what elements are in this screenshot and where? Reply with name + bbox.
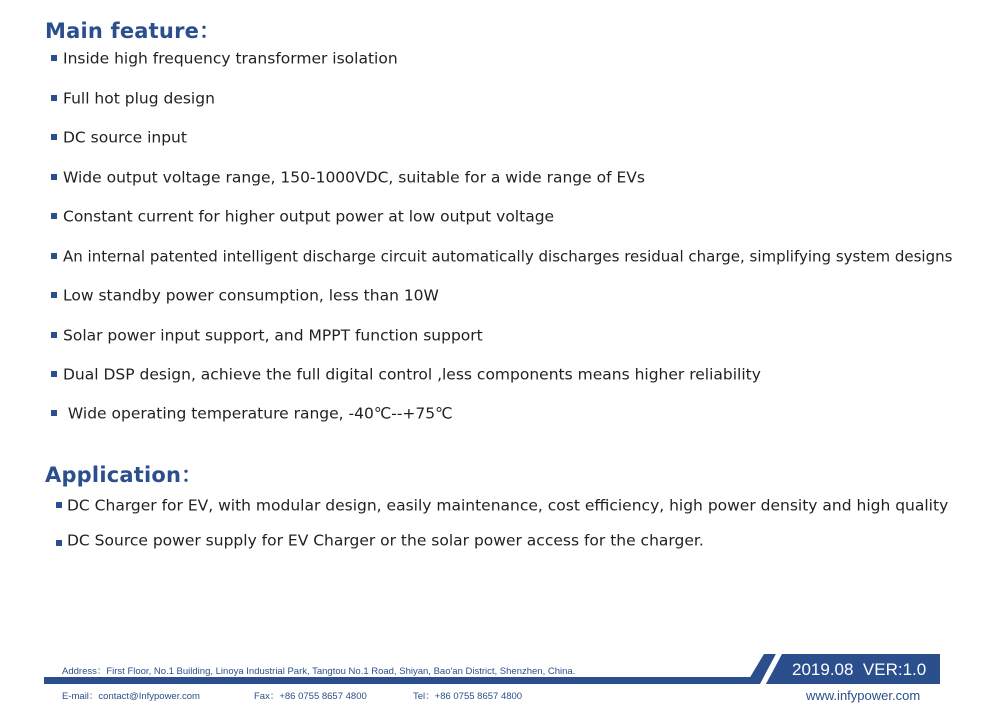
application-title: Application： xyxy=(45,463,203,487)
list-item: DC source input xyxy=(51,127,187,147)
square-bullet-icon xyxy=(51,292,57,298)
square-bullet-icon xyxy=(51,95,57,101)
footer-email: E-mail：contact@Infypower.com xyxy=(62,691,200,702)
list-item: DC Charger for EV, with modular design, easily maintenance, cost efficiency, high power density and high quality xyxy=(56,495,948,515)
list-item: Full hot plug design xyxy=(51,88,215,108)
list-item: Constant current for higher output power at low output voltage xyxy=(51,206,554,226)
list-item: Low standby power consumption, less than 10W xyxy=(51,285,439,305)
square-bullet-icon xyxy=(51,55,57,61)
list-item: Inside high frequency transformer isolation xyxy=(51,48,398,68)
square-bullet-icon xyxy=(51,134,57,140)
list-item: Solar power input support, and MPPT function support xyxy=(51,325,483,345)
list-item: DC Source power supply for EV Charger or the solar power access for the charger. xyxy=(56,530,704,550)
footer-tel: Tel：+86 0755 8657 4800 xyxy=(413,691,523,702)
square-bullet-icon xyxy=(51,332,57,338)
list-item: Wide output voltage range, 150-1000VDC, suitable for a wide range of EVs xyxy=(51,167,645,187)
list-item: An internal patented intelligent discharge circuit automatically discharges residual charge, simplifying system designs xyxy=(51,246,952,266)
square-bullet-icon xyxy=(51,253,57,259)
list-item: Wide operating temperature range, -40℃--+75℃ xyxy=(51,403,453,423)
square-bullet-icon xyxy=(51,410,57,416)
square-bullet-icon xyxy=(56,502,62,508)
square-bullet-icon xyxy=(51,174,57,180)
square-bullet-icon xyxy=(51,213,57,219)
list-item: Dual DSP design, achieve the full digital control ,less components means higher reliability xyxy=(51,364,761,384)
footer-address: Address：First Floor, No.1 Building, Linoya Industrial Park, Tangtou No.1 Road, Shiyan, Bao'an District, Shenzhen, China. xyxy=(62,666,576,677)
square-bullet-icon xyxy=(56,540,62,546)
square-bullet-icon xyxy=(51,371,57,377)
version-label: 2019.08 VER:1.0 xyxy=(792,660,927,679)
main-feature-title: Main feature： xyxy=(45,19,221,43)
footer-fax: Fax：+86 0755 8657 4800 xyxy=(254,691,367,702)
website-link[interactable]: www.infypower.com xyxy=(806,688,921,703)
